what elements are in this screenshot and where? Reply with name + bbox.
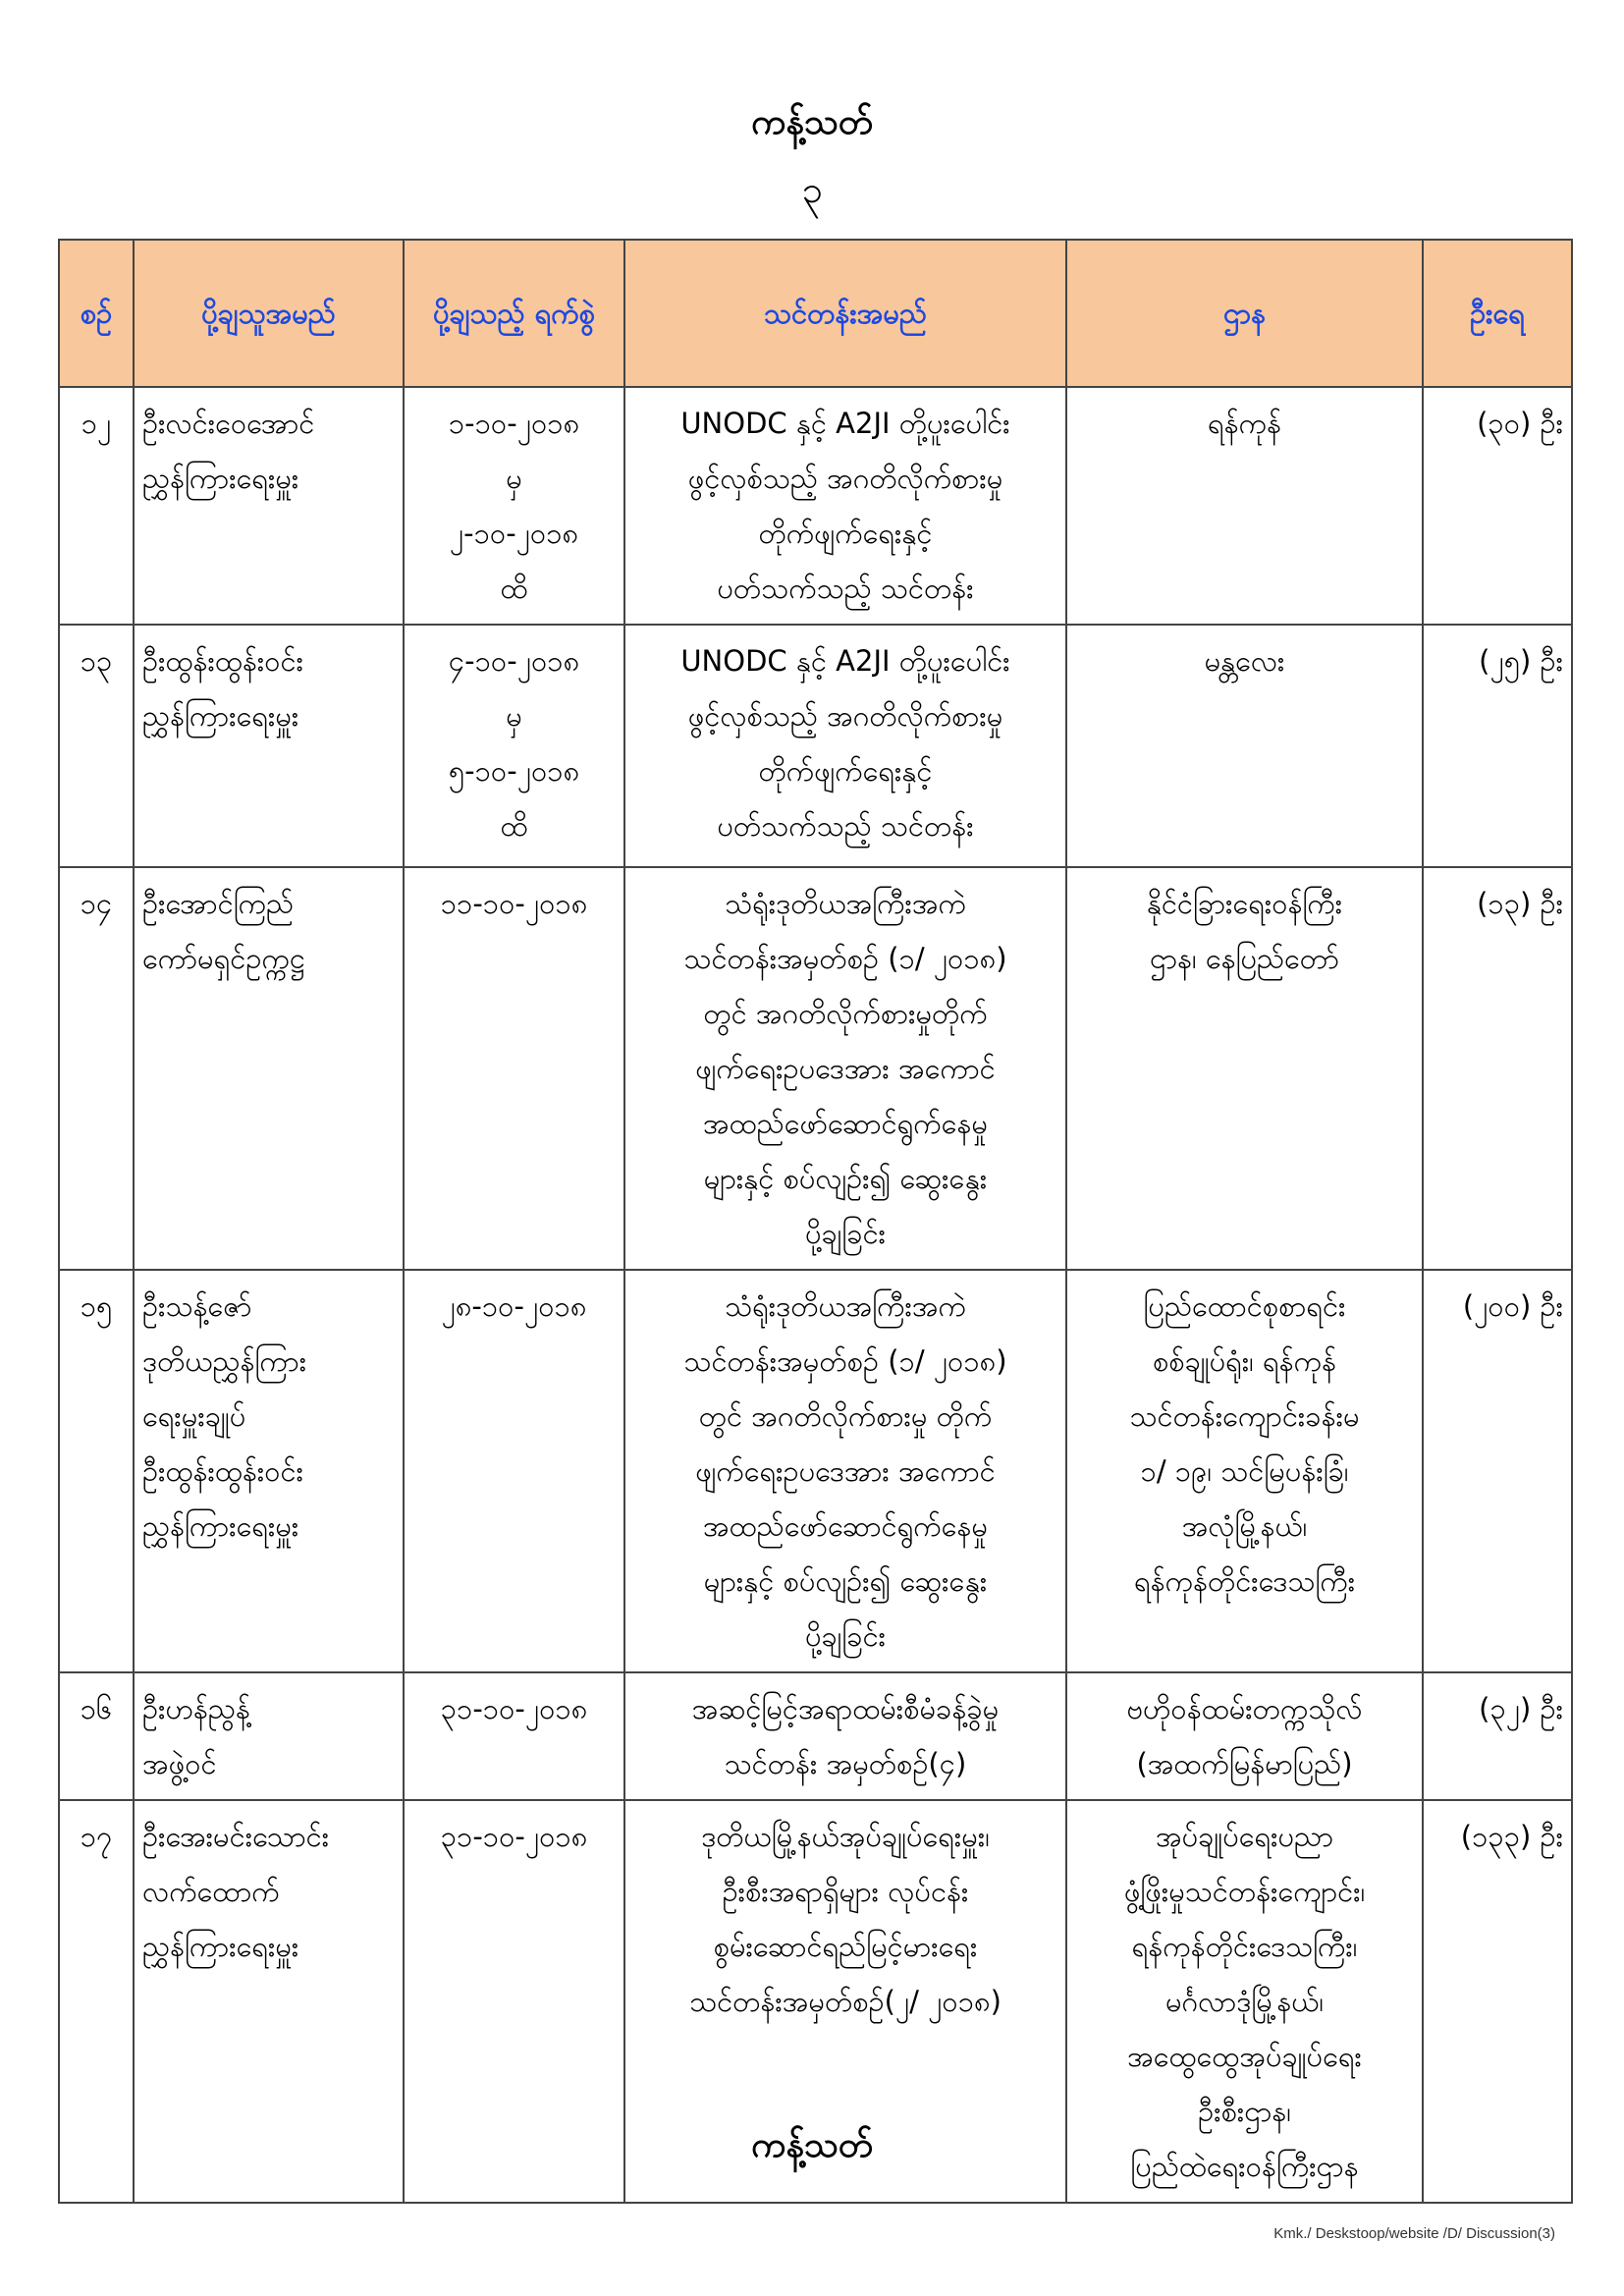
cell-date xyxy=(404,867,624,1270)
cell-dept-line: ရန်ကုန် xyxy=(1207,407,1282,440)
cell-count: (၁၃၃) ဦး xyxy=(1423,1800,1572,2203)
cell-course-line: ဖျက်ရေးဥပဒေအား အကောင် xyxy=(695,1454,996,1488)
cell-lecturer-line: ညွှန်ကြားရေးမှူး xyxy=(142,699,299,733)
cell-course-line: အထည်ဖော်ဆောင်ရွက်နေမှု xyxy=(703,1509,988,1543)
cell-date xyxy=(404,625,624,867)
cell-lecturer-line: ညွှန်ကြားရေးမှူး xyxy=(142,1509,299,1543)
table-row xyxy=(59,1672,1572,1800)
cell-date xyxy=(404,1270,624,1672)
cell-date-line: ၂၈-၁၀-၂၀၁၈ xyxy=(441,1289,587,1323)
cell-no: ၁၃ xyxy=(59,625,134,867)
cell-date-line: မှ xyxy=(506,462,522,495)
cell-count: (၃၂) ဦး xyxy=(1423,1672,1572,1800)
cell-date xyxy=(404,1672,624,1800)
cell-course-line: ပတ်သက်သည့် သင်တန်း xyxy=(717,572,974,605)
cell-course xyxy=(624,625,1066,867)
table-row xyxy=(59,867,1572,1270)
cell-course-line: ပို့ချခြင်း xyxy=(804,1217,887,1250)
cell-date-line: ၁၁-၁၀-၂၀၁၈ xyxy=(440,887,588,920)
cell-course-line: တိုက်ဖျက်ရေးနှင့် xyxy=(758,754,933,788)
cell-dept-line: ဖွံ့ဖြိုးမှုသင်တန်းကျောင်း၊ xyxy=(1123,1875,1366,1908)
cell-dept-line: မင်္ဂလာဒုံမြို့နယ်၊ xyxy=(1164,1985,1325,2018)
cell-lecturer-line: ဒုတိယညွှန်ကြား xyxy=(142,1344,307,1378)
cell-course xyxy=(624,867,1066,1270)
table-header-row xyxy=(59,240,1572,387)
table-row xyxy=(59,625,1572,867)
cell-dept-line: ပြည်ထောင်စုစာရင်း xyxy=(1143,1289,1346,1323)
cell-lecturer-line: ဦးသန့်ဇော် xyxy=(142,1289,252,1323)
cell-dept-line: မန္တလေး xyxy=(1204,644,1285,678)
cell-course xyxy=(624,1270,1066,1672)
cell-count: (၃၀) ဦး xyxy=(1423,387,1572,625)
cell-dept-line: ရန်ကုန်တိုင်းဒေသကြီး၊ xyxy=(1131,1930,1358,1963)
cell-course-line: စွမ်းဆောင်ရည်မြင့်မားရေး xyxy=(713,1930,978,1963)
cell-course-line: သံရုံးဒုတိယအကြီးအကဲ xyxy=(725,1289,966,1323)
col-header-dept: ဌာန xyxy=(1066,240,1423,387)
cell-date-line: ထိ xyxy=(500,572,528,605)
cell-date-line: မှ xyxy=(506,699,522,733)
cell-lecturer xyxy=(134,867,404,1270)
cell-course xyxy=(624,1672,1066,1800)
cell-dept xyxy=(1066,387,1423,625)
cell-course-line: ဦးစီးအရာရှိများ လုပ်ငန်း xyxy=(722,1875,969,1908)
cell-course-line: များနှင့် စပ်လျဉ်း၍ ဆွေးနွေး xyxy=(703,1162,988,1195)
cell-lecturer-line: ကော်မရှင်ဥက္ကဋ္ဌ xyxy=(142,942,305,975)
cell-date-line: ၄-၁၀-၂၀၁၈ xyxy=(448,644,580,678)
cell-lecturer-line: လက်ထောက် xyxy=(142,1875,280,1908)
cell-course-line: သင်တန်း အမှတ်စဉ်(၄) xyxy=(724,1747,967,1780)
cell-count: (၁၃) ဦး xyxy=(1423,867,1572,1270)
cell-dept-line: သင်တန်းကျောင်းခန်းမ xyxy=(1129,1399,1360,1433)
cell-lecturer-line: အဖွဲ့ဝင် xyxy=(142,1747,217,1780)
cell-dept xyxy=(1066,1672,1423,1800)
cell-course-line: တွင် အဂတိလိုက်စားမှုတိုက် xyxy=(703,997,988,1030)
cell-dept-line: အထွေထွေအုပ်ချုပ်ရေး xyxy=(1127,2040,1362,2073)
cell-dept-line: စစ်ချုပ်ရုံး၊ ရန်ကုန် xyxy=(1152,1344,1337,1378)
cell-lecturer xyxy=(134,1270,404,1672)
cell-date-line: ၂-၁၀-၂၀၁၈ xyxy=(449,517,579,550)
cell-course-line: ဒုတိယမြို့နယ်အုပ်ချုပ်ရေးမှူး၊ xyxy=(701,1820,990,1853)
cell-course-line: UNODC နှင့် A2JI တို့ပူးပေါင်း xyxy=(680,407,1010,440)
cell-dept-line: အုပ်ချုပ်ရေးပညာ xyxy=(1155,1820,1334,1853)
cell-dept-line: ဦးစီးဌာန၊ xyxy=(1198,2095,1291,2128)
cell-dept-line: နိုင်ငံခြားရေးဝန်ကြီး xyxy=(1146,887,1343,920)
cell-course-line: UNODC နှင့် A2JI တို့ပူးပေါင်း xyxy=(680,644,1010,678)
cell-course-line: ပို့ချခြင်း xyxy=(804,1619,887,1653)
footer-path: Kmk./ Deskstoop/website /D/ Discussion(3) xyxy=(1273,2225,1555,2242)
col-header-no: စဉ် xyxy=(59,240,134,387)
cell-lecturer-line: ဦးဟန်ညွန့် xyxy=(142,1692,250,1725)
cell-lecturer-line: ဦးအေးမင်းသောင်း xyxy=(142,1820,330,1853)
cell-dept-line: ဗဟိုဝန်ထမ်းတက္ကသိုလ် xyxy=(1126,1692,1363,1725)
cell-course-line: တိုက်ဖျက်ရေးနှင့် xyxy=(758,517,933,550)
cell-lecturer-line: ရေးမှူးချုပ် xyxy=(142,1399,246,1433)
cell-lecturer-line: ဦးလင်းဝေအောင် xyxy=(142,407,315,440)
cell-dept-line: ဌာန၊ နေပြည်တော် xyxy=(1150,942,1339,975)
footer-title: ကန့်သတ် xyxy=(751,2125,873,2165)
cell-dept xyxy=(1066,1270,1423,1672)
page-number: ၃ xyxy=(801,168,823,211)
cell-date-line: ထိ xyxy=(500,809,528,843)
cell-course-line: ဖွင့်လှစ်သည့် အဂတိလိုက်စားမှု xyxy=(687,699,1003,733)
col-header-lecturer: ပို့ချသူအမည် xyxy=(134,240,404,387)
cell-no: ၁၇ xyxy=(59,1800,134,2203)
cell-lecturer-line: ဦးထွန်းထွန်းဝင်း xyxy=(142,1454,304,1488)
cell-date-line: ၃၁-၁၀-၂၀၁၈ xyxy=(440,1692,588,1725)
cell-course-line: ဖွင့်လှစ်သည့် အဂတိလိုက်စားမှု xyxy=(687,462,1003,495)
cell-date-line: ၃၁-၁၀-၂၀၁၈ xyxy=(440,1820,588,1853)
cell-course-line: ပတ်သက်သည့် သင်တန်း xyxy=(717,809,974,843)
data-table xyxy=(58,239,1573,2204)
cell-course xyxy=(624,387,1066,625)
col-header-date: ပို့ချသည့် ရက်စွဲ xyxy=(404,240,624,387)
cell-no: ၁၄ xyxy=(59,867,134,1270)
cell-no: ၁၅ xyxy=(59,1270,134,1672)
cell-date-line: ၅-၁၀-၂၀၁၈ xyxy=(448,754,580,788)
cell-course-line: တွင် အဂတိလိုက်စားမှု တိုက် xyxy=(698,1399,993,1433)
table-row xyxy=(59,1270,1572,1672)
cell-dept-line: ရန်ကုန်တိုင်းဒေသကြီး xyxy=(1133,1564,1356,1598)
cell-dept xyxy=(1066,867,1423,1270)
cell-course-line: ဖျက်ရေးဥပဒေအား အကောင် xyxy=(695,1052,996,1085)
cell-course-line: သံရုံးဒုတိယအကြီးအကဲ xyxy=(725,887,966,920)
cell-lecturer-line: ဦးအောင်ကြည် xyxy=(142,887,294,920)
cell-count: (၂၀၀) ဦး xyxy=(1423,1270,1572,1672)
cell-dept-line: (အထက်မြန်မာပြည်) xyxy=(1136,1747,1353,1780)
col-header-course: သင်တန်းအမည် xyxy=(624,240,1066,387)
cell-lecturer xyxy=(134,1672,404,1800)
cell-dept xyxy=(1066,625,1423,867)
cell-dept-line: အလုံမြို့နယ်၊ xyxy=(1181,1509,1308,1543)
cell-date-line: ၁-၁၀-၂၀၁၈ xyxy=(448,407,580,440)
cell-course-line: သင်တန်းအမှတ်စဉ် (၁/ ၂၀၁၈) xyxy=(683,1344,1007,1378)
col-header-count: ဦးရေ xyxy=(1423,240,1572,387)
table-row xyxy=(59,387,1572,625)
cell-course-line: သင်တန်းအမှတ်စဉ်(၂/ ၂၀၁၈) xyxy=(689,1985,1001,2018)
cell-lecturer-line: ညွှန်ကြားရေးမှူး xyxy=(142,462,299,495)
cell-lecturer xyxy=(134,625,404,867)
header-title: ကန့်သတ် xyxy=(751,102,873,142)
cell-course-line: အဆင့်မြင့်အရာထမ်းစီမံခန့်ခွဲမှု xyxy=(691,1692,1000,1725)
cell-dept-line: ၁/ ၁၉၊ သင်မြပန်းခြံ၊ xyxy=(1140,1454,1349,1488)
cell-no: ၁၂ xyxy=(59,387,134,625)
cell-course-line: အထည်ဖော်ဆောင်ရွက်နေမှု xyxy=(703,1107,988,1140)
cell-no: ၁၆ xyxy=(59,1672,134,1800)
cell-count: (၂၅) ဦး xyxy=(1423,625,1572,867)
cell-course-line: သင်တန်းအမှတ်စဉ် (၁/ ၂၀၁၈) xyxy=(683,942,1007,975)
cell-lecturer-line: ညွှန်ကြားရေးမှူး xyxy=(142,1930,299,1963)
cell-dept-line: ပြည်ထဲရေးဝန်ကြီးဌာန xyxy=(1130,2150,1359,2183)
cell-lecturer xyxy=(134,387,404,625)
cell-date xyxy=(404,387,624,625)
cell-lecturer-line: ဦးထွန်းထွန်းဝင်း xyxy=(142,644,304,678)
cell-course-line: များနှင့် စပ်လျဉ်း၍ ဆွေးနွေး xyxy=(703,1564,988,1598)
